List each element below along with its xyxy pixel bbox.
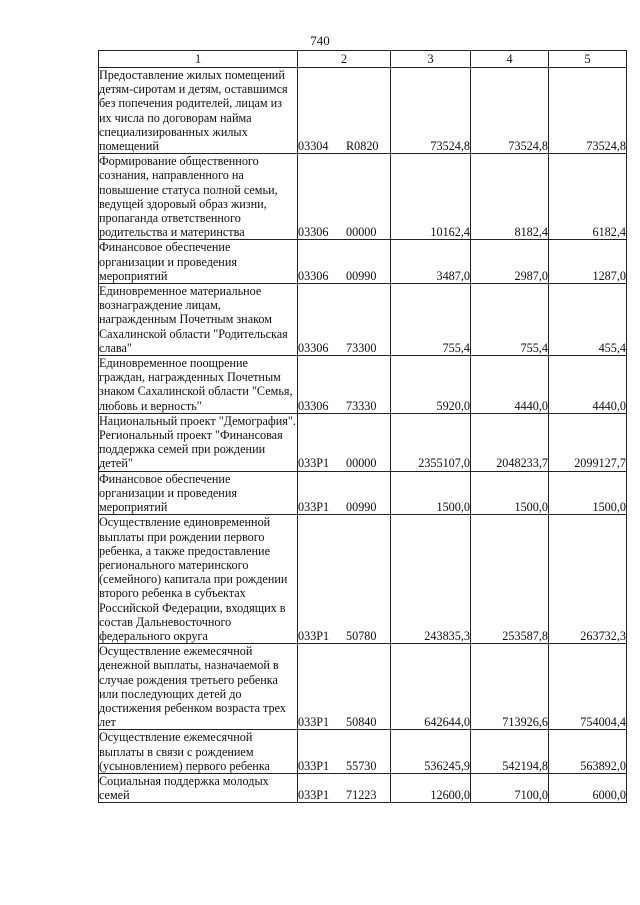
code-section: 033P1 — [298, 456, 330, 471]
column-header-4: 4 — [471, 51, 549, 68]
row-value-col4: 73524,8 — [471, 68, 549, 154]
table-row — [99, 730, 627, 774]
row-value-col3: 1500,0 — [391, 471, 471, 515]
table-row — [99, 68, 627, 154]
table-row — [99, 356, 627, 414]
code-item: 00000 — [346, 456, 377, 471]
code-section: 03306 — [298, 340, 329, 355]
row-value-col3: 642644,0 — [391, 644, 471, 730]
row-code — [298, 284, 391, 356]
code-section: 033P1 — [298, 500, 330, 515]
code-section: 033P1 — [298, 715, 330, 730]
row-value-col4: 1500,0 — [471, 471, 549, 515]
row-value-col4: 2048233,7 — [471, 413, 549, 471]
row-value-col3: 536245,9 — [391, 730, 471, 774]
row-value-col4: 755,4 — [471, 284, 549, 356]
row-value-col5: 263732,3 — [549, 515, 627, 644]
row-code — [298, 773, 391, 802]
code-item: 00000 — [346, 225, 377, 240]
code-item: 55730 — [346, 758, 377, 773]
row-description: Предоставление жилых помещений детям-сиротам и детям, оставшимся без попечения родителей, лицам из их числа по договорам найма специализированных жилых помещений — [99, 68, 298, 154]
row-value-col5: 73524,8 — [549, 68, 627, 154]
code-section: 03306 — [298, 225, 329, 240]
table-row — [99, 644, 627, 730]
row-value-col5: 4440,0 — [549, 356, 627, 414]
row-description: Осуществление ежемесячной выплаты в связи с рождением (усыновлением) первого ребенка — [99, 730, 298, 774]
table-row — [99, 515, 627, 644]
row-description: Национальный проект "Демография". Региональный проект "Финансовая поддержка семей при рождении детей" — [99, 413, 296, 471]
code-item: 73330 — [346, 398, 377, 413]
row-value-col3: 12600,0 — [391, 773, 471, 802]
row-code — [298, 515, 391, 644]
code-item: 00990 — [346, 500, 377, 515]
code-section: 03306 — [298, 268, 329, 283]
table-header-row — [99, 51, 627, 68]
code-section: 03306 — [298, 398, 329, 413]
row-code — [298, 644, 391, 730]
code-item: 00990 — [346, 268, 377, 283]
row-value-col5: 6000,0 — [549, 773, 627, 802]
row-code — [298, 413, 391, 471]
table-row — [99, 284, 627, 356]
page-number: 740 — [310, 33, 330, 48]
row-value-col4: 713926,6 — [471, 644, 549, 730]
code-item: R0820 — [346, 139, 379, 154]
row-value-col4: 7100,0 — [471, 773, 549, 802]
row-value-col3: 5920,0 — [391, 356, 471, 414]
row-value-col5: 1500,0 — [549, 471, 627, 515]
row-value-col3: 3487,0 — [391, 240, 471, 284]
code-item: 73300 — [346, 340, 377, 355]
table-row — [99, 240, 627, 284]
column-header-5: 5 — [549, 51, 627, 68]
row-code — [298, 471, 391, 515]
code-section: 033P1 — [298, 628, 330, 643]
row-value-col4: 2987,0 — [471, 240, 549, 284]
row-code — [298, 154, 391, 240]
row-value-col3: 243835,3 — [391, 515, 471, 644]
code-section: 033P1 — [298, 788, 330, 803]
row-value-col5: 1287,0 — [549, 240, 627, 284]
row-value-col4: 4440,0 — [471, 356, 549, 414]
row-code — [298, 730, 391, 774]
column-header-2: 2 — [298, 51, 391, 68]
row-value-col3: 755,4 — [391, 284, 471, 356]
row-value-col5: 563892,0 — [549, 730, 627, 774]
row-code — [298, 356, 391, 414]
code-item: 50780 — [346, 628, 377, 643]
row-description: Социальная поддержка молодых семей — [99, 773, 298, 802]
row-value-col3: 2355107,0 — [391, 413, 471, 471]
row-description: Формирование общественного сознания, направленного на повышение статуса полной семьи, ведущей здоровый образ жизни, пропаганда ответственного родительства и материнства — [99, 154, 298, 240]
table-row — [99, 471, 627, 515]
row-description: Осуществление единовременной выплаты при рождении первого ребенка, а также предоставление регионального материнского (семейного) капитала при рождении второго ребенка в субъектах Российской Федерации, входящих в состав Дальневосточного федерального округа — [99, 515, 298, 644]
row-value-col4: 542194,8 — [471, 730, 549, 774]
row-description: Единовременное материальное вознаграждение лицам, награжденным Почетным знаком Сахалинской области "Родительская слава" — [99, 284, 298, 356]
row-code — [298, 68, 391, 154]
table-row — [99, 773, 627, 802]
row-description: Финансовое обеспечение организации и проведения мероприятий — [99, 240, 298, 284]
row-value-col4: 253587,8 — [471, 515, 549, 644]
code-item: 71223 — [346, 788, 377, 803]
row-value-col5: 455,4 — [549, 284, 627, 356]
table-row — [99, 154, 627, 240]
code-section: 033P1 — [298, 758, 330, 773]
row-description: Осуществление ежемесячной денежной выплаты, назначаемой в случае рождения третьего ребенка или последующих детей до достижения ребенком возраста трех лет — [99, 644, 298, 730]
row-description: Единовременное поощрение граждан, награжденных Почетным знаком Сахалинской области "Семья, любовь и верность" — [99, 356, 298, 414]
row-value-col4: 8182,4 — [471, 154, 549, 240]
row-value-col3: 73524,8 — [391, 68, 471, 154]
column-header-3: 3 — [391, 51, 471, 68]
row-value-col5: 6182,4 — [549, 154, 627, 240]
table-row — [99, 413, 627, 471]
row-value-col5: 2099127,7 — [549, 413, 627, 471]
budget-table — [98, 50, 627, 803]
row-value-col5: 754004,4 — [549, 644, 627, 730]
row-description: Финансовое обеспечение организации и проведения мероприятий — [99, 471, 298, 515]
column-header-1: 1 — [99, 51, 298, 68]
code-item: 50840 — [346, 715, 377, 730]
row-value-col3: 10162,4 — [391, 154, 471, 240]
code-section: 03304 — [298, 139, 329, 154]
row-code — [298, 240, 391, 284]
